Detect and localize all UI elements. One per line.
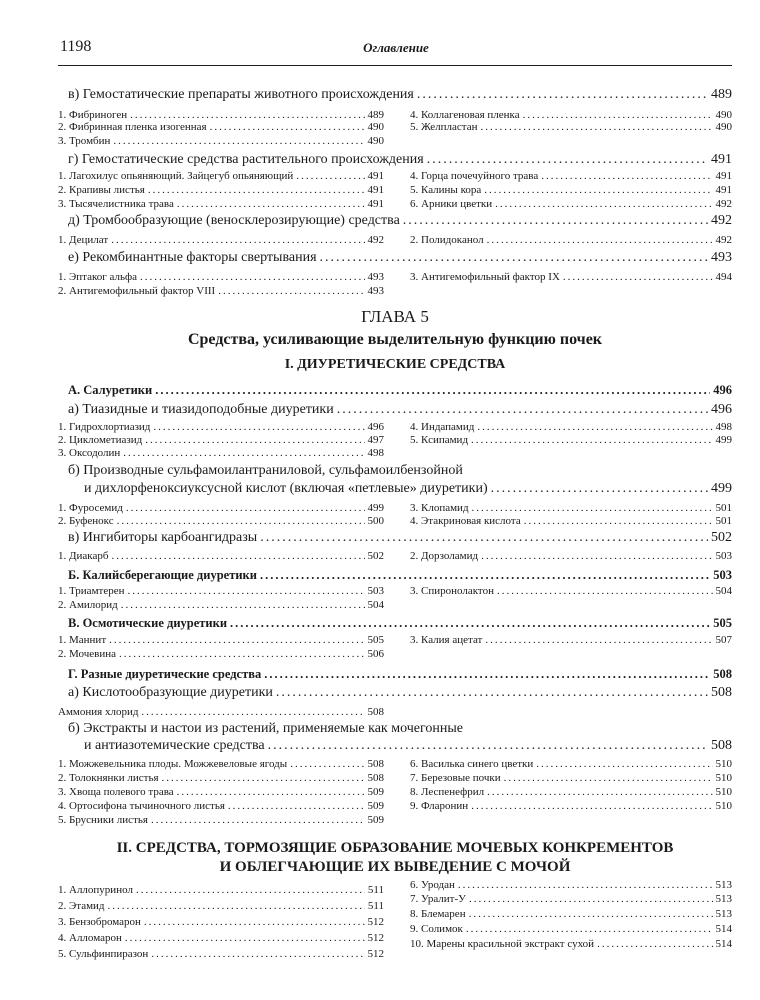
toc-entry[interactable]: 1. Фибриноген ..... 489 bbox=[58, 109, 384, 125]
toc-entry[interactable]: 7. Березовые почки ..... 510 bbox=[410, 772, 732, 788]
toc-entry[interactable]: 2. Амилорид ..... 504 bbox=[58, 599, 384, 615]
toc-entry[interactable]: 4. Этакриновая кислота ..... 501 bbox=[410, 515, 732, 531]
toc-entry[interactable]: 4. Коллагеновая пленка ..... 490 bbox=[410, 109, 732, 125]
toc-entry[interactable]: Аммония хлорид ..... 508 bbox=[58, 706, 384, 722]
chapter-label: ГЛАВА 5 bbox=[361, 307, 429, 326]
toc-entry[interactable]: 2. Буфенокс ..... 500 bbox=[58, 515, 384, 531]
toc-heading-A-v[interactable]: в) Ингибиторы карбоангидразы ..... 502 bbox=[68, 530, 732, 550]
toc-entry[interactable]: 1. Аллопуринол ..... 511 bbox=[58, 884, 384, 900]
toc-heading-e[interactable]: е) Рекомбинантные факторы свертывания ..... 493 bbox=[68, 250, 732, 270]
toc-heading-G-b-line1: б) Экстракты и настои из растений, применяемые как мочегонные bbox=[68, 721, 463, 736]
toc-entry[interactable]: 3. Хвоща полевого трава ..... 509 bbox=[58, 786, 384, 802]
running-title: Оглавление bbox=[363, 40, 429, 55]
toc-heading-G-a[interactable]: а) Кислотообразующие диуретики ..... 508 bbox=[68, 685, 732, 705]
toc-entry[interactable]: 1. Лагохилус опьяняющий. Зайцегуб опьяняющий ..... 491 bbox=[58, 170, 384, 186]
toc-entry[interactable]: 3. Антигемофильный фактор IX ..... 494 bbox=[410, 271, 732, 287]
toc-heading-A-a[interactable]: а) Тиазидные и тиазидоподобные диуретики ..... 496 bbox=[68, 402, 732, 422]
toc-entry[interactable]: 2. Толокнянки листья ..... 508 bbox=[58, 772, 384, 788]
toc-entry[interactable]: 5. Ксипамид ..... 499 bbox=[410, 434, 732, 450]
toc-heading-G-b[interactable]: и антиазотемические средства ..... 508 bbox=[84, 738, 732, 758]
toc-entry[interactable]: 8. Леспенефрил ..... 510 bbox=[410, 786, 732, 802]
toc-entry[interactable]: 2. Циклометиазид ..... 497 bbox=[58, 434, 384, 450]
toc-entry[interactable]: 9. Фларонин ..... 510 bbox=[410, 800, 732, 816]
toc-heading-A[interactable]: А. Салуретики ..... 496 bbox=[68, 383, 732, 399]
toc-heading-B[interactable]: Б. Калийсберегающие диуретики ..... 503 bbox=[68, 568, 732, 584]
page-header bbox=[60, 38, 732, 62]
toc-entry[interactable]: 4. Алломарон ..... 512 bbox=[58, 932, 384, 948]
toc-entry[interactable]: 1. Фуросемид ..... 499 bbox=[58, 502, 384, 518]
toc-entry[interactable]: 5. Калины кора ..... 491 bbox=[410, 184, 732, 200]
part-1-title: I. ДИУРЕТИЧЕСКИЕ СРЕДСТВА bbox=[284, 357, 506, 372]
toc-heading-G[interactable]: Г. Разные диуретические средства ..... 508 bbox=[68, 667, 732, 683]
toc-entry[interactable]: 5. Желпластан ..... 490 bbox=[410, 121, 732, 137]
toc-heading-V[interactable]: В. Осмотические диуретики ..... 505 bbox=[68, 616, 732, 632]
toc-entry[interactable]: 3. Тысячелистника трава ..... 491 bbox=[58, 198, 384, 214]
toc-entry[interactable]: 2. Крапивы листья ..... 491 bbox=[58, 184, 384, 200]
toc-entry[interactable]: 1. Эптаког альфа ..... 493 bbox=[58, 271, 384, 287]
toc-entry[interactable]: 3. Клопамид ..... 501 bbox=[410, 502, 732, 518]
toc-entry[interactable]: 10. Марены красильной экстракт сухой ..... 514 bbox=[410, 938, 732, 954]
toc-entry[interactable]: 4. Индапамид ..... 498 bbox=[410, 421, 732, 437]
toc-entry[interactable]: 3. Тромбин ..... 490 bbox=[58, 135, 384, 151]
toc-entry[interactable]: 6. Василька синего цветки ..... 510 bbox=[410, 758, 732, 774]
toc-entry[interactable]: 4. Ортосифона тычиночного листья ..... 509 bbox=[58, 800, 384, 816]
toc-entry[interactable]: 3. Калия ацетат ..... 507 bbox=[410, 634, 732, 650]
toc-entry[interactable]: 2. Этамид ..... 511 bbox=[58, 900, 384, 916]
toc-entry[interactable]: 1. Децилат ..... 492 bbox=[58, 234, 384, 250]
toc-entry[interactable]: 4. Горца почечуйного трава ..... 491 bbox=[410, 170, 732, 186]
toc-entry[interactable]: 6. Арники цветки ..... 492 bbox=[410, 198, 732, 214]
toc-entry[interactable]: 7. Уралит-У ..... 513 bbox=[410, 893, 732, 909]
toc-entry[interactable]: 6. Уродан ..... 513 bbox=[410, 879, 732, 895]
toc-entry[interactable]: 1. Можжевельника плоды. Можжевеловые ягоды ..... 508 bbox=[58, 758, 384, 774]
toc-entry[interactable]: 3. Спиронолактон ..... 504 bbox=[410, 585, 732, 601]
toc-heading-g[interactable]: г) Гемостатические средства растительного происхождения ..... 491 bbox=[68, 152, 732, 172]
part-2-title-line2: И ОБЛЕГЧАЮЩИЕ ИХ ВЫВЕДЕНИЕ С МОЧОЙ bbox=[219, 859, 571, 875]
toc-entry[interactable]: 3. Оксодолин ..... 498 bbox=[58, 447, 384, 463]
toc-entry[interactable]: 2. Антигемофильный фактор VIII ..... 493 bbox=[58, 285, 384, 301]
toc-entry[interactable]: 1. Маннит ..... 505 bbox=[58, 634, 384, 650]
toc-entry[interactable]: 1. Гидрохлортиазид ..... 496 bbox=[58, 421, 384, 437]
toc-entry[interactable]: 1. Диакарб ..... 502 bbox=[58, 550, 384, 566]
header-rule bbox=[58, 65, 732, 66]
toc-entry[interactable]: 5. Сульфинпиразон ..... 512 bbox=[58, 948, 384, 964]
part-2-title-line1: II. СРЕДСТВА, ТОРМОЗЯЩИЕ ОБРАЗОВАНИЕ МОЧЕВЫХ КОНКРЕМЕНТОВ bbox=[116, 840, 674, 856]
page-number: 1198 bbox=[60, 38, 92, 55]
toc-entry[interactable]: 9. Солимок ..... 514 bbox=[410, 923, 732, 939]
toc-entry[interactable]: 2. Дорзоламид ..... 503 bbox=[410, 550, 732, 566]
toc-entry[interactable]: 2. Мочевина ..... 506 bbox=[58, 648, 384, 664]
toc-heading-A-b[interactable]: и дихлорфеноксиуксусной кислот (включая «петлевые» диуретики) ..... 499 bbox=[84, 481, 732, 501]
toc-entry[interactable]: 1. Триамтерен ..... 503 bbox=[58, 585, 384, 601]
toc-heading-A-b-line1: б) Производные сульфамоилантраниловой, сульфамоилбензойной bbox=[68, 463, 463, 478]
toc-heading-v[interactable]: в) Гемостатические препараты животного происхождения ..... 489 bbox=[68, 87, 732, 107]
toc-entry[interactable]: 8. Блемарен ..... 513 bbox=[410, 908, 732, 924]
toc-entry[interactable]: 2. Фибринная пленка изогенная ..... 490 bbox=[58, 121, 384, 137]
toc-heading-d[interactable]: д) Тромбообразующие (веносклерозирующие) средства ..... 492 bbox=[68, 213, 732, 233]
chapter-title: Средства, усиливающие выделительную функцию почек bbox=[187, 331, 603, 348]
toc-entry[interactable]: 3. Бензобромарон ..... 512 bbox=[58, 916, 384, 932]
toc-entry[interactable]: 5. Брусники листья ..... 509 bbox=[58, 814, 384, 830]
toc-entry[interactable]: 2. Полидоканол ..... 492 bbox=[410, 234, 732, 250]
